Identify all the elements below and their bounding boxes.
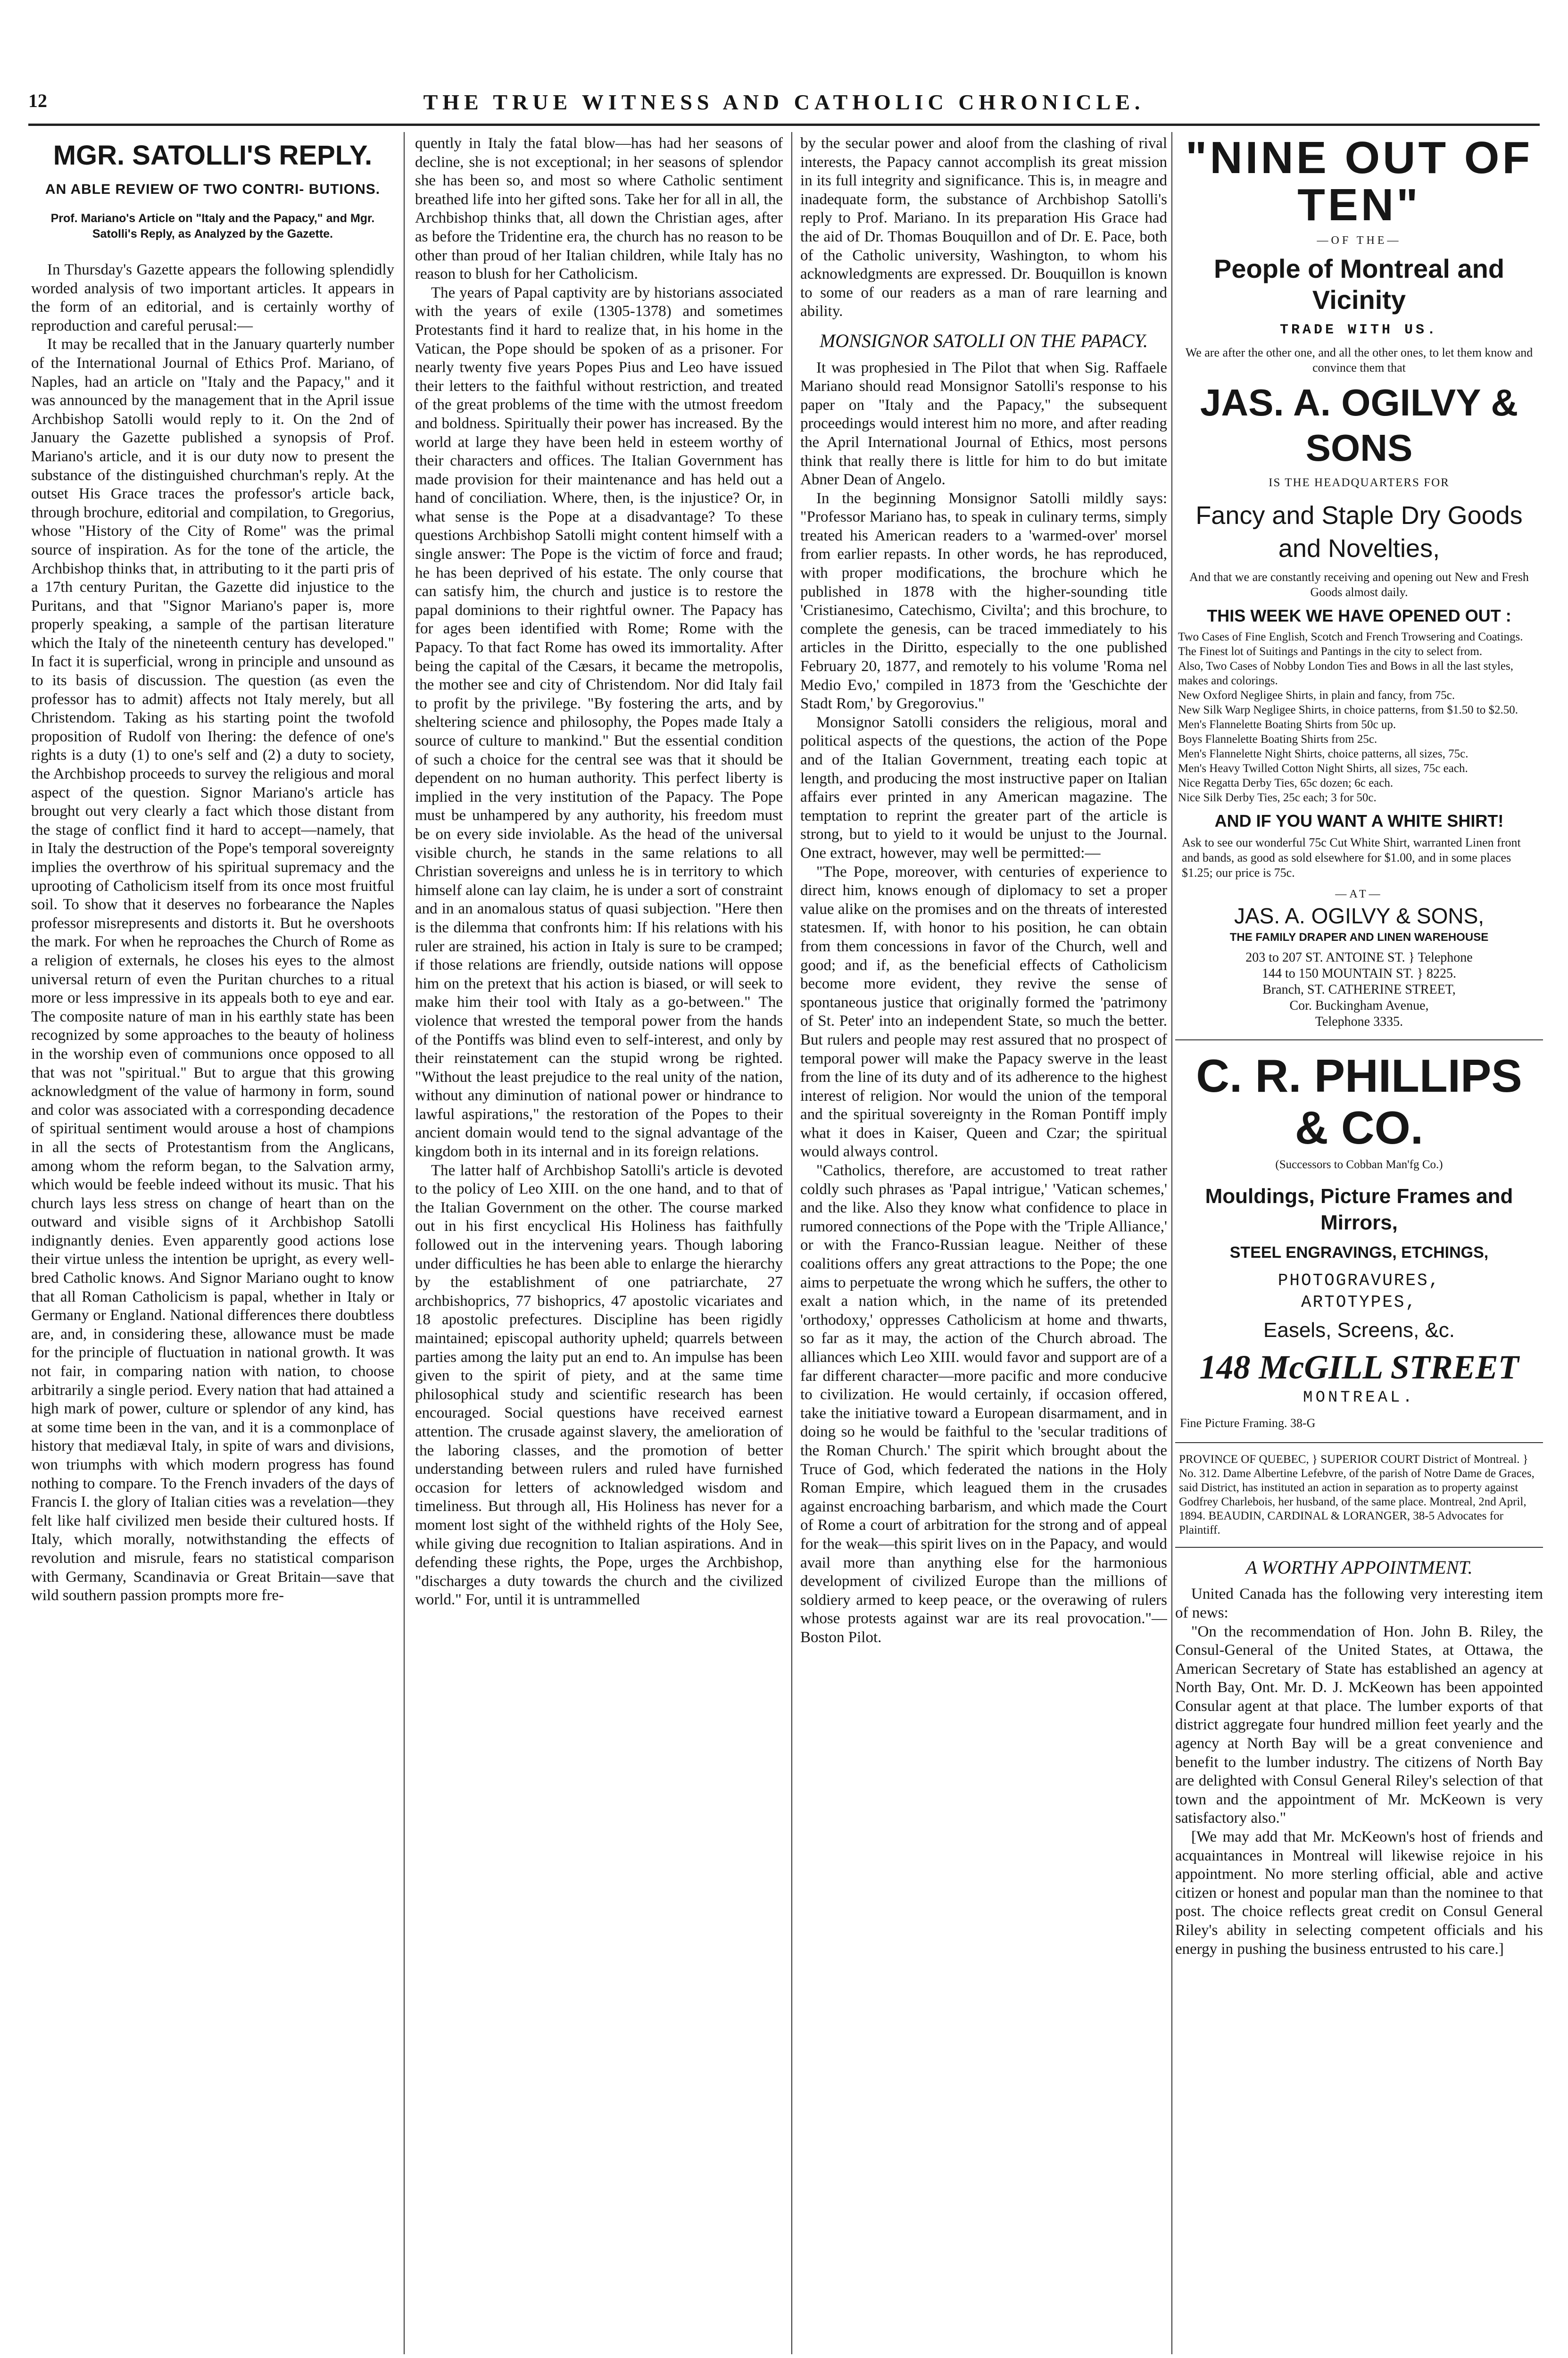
ad-text: IS THE HEADQUARTERS FOR bbox=[1269, 476, 1450, 490]
column-divider bbox=[1171, 132, 1172, 2354]
ad-text: Easels, Screens, &c. bbox=[1263, 1318, 1455, 1342]
ad-list-item: Boys Flannelette Boating Shirts from 25c. bbox=[1178, 733, 1377, 746]
ad-text: PHOTOGRAVURES, bbox=[1278, 1270, 1441, 1290]
article-paragraph: In Thursday's Gazette appears the following splendidly worded analysis of two important articles. It appears in the form of an editorial, and is certainly worthy of reproduction and careful perusal:— bbox=[31, 261, 394, 334]
article-deck: Prof. Mariano's Article on "Italy and the Papacy," and Mgr. Satolli's Reply, as Analyzed by the Gazette. bbox=[50, 212, 375, 241]
ad-list-item: The Finest lot of Suitings and Pantings in the city to select from. bbox=[1178, 645, 1483, 658]
article-paragraph: "The Pope, moreover, with centuries of experience to direct him, knows enough of diplomacy to set a proper value alike on the promises and on the threats of interested statesmen. If, with honor to his position, he can obtain from them concessions in favor of the Church, well and good; and if, as the beneficial effects of Catholicism become more evident, they revive the sense of spontaneous justice that originally formed the 'patrimony of St. Peter' into an independent State, so much the better. But rulers and people may rest assured that no prospect of temporal power will make the Papacy swerve in the least from the line of its duty and of its adherence to the highest interest of religion. Nor would the union of the temporal and the spiritual sovereignty in the Roman Pontiff imply what it does in Kaiser, Queen and Czar; the spiritual would always control. bbox=[800, 863, 1167, 1161]
ad-text: —AT— bbox=[1335, 888, 1383, 900]
ad-list-item: Also, Two Cases of Nobby London Ties and Bows in all the last styles, makes and colorings. bbox=[1178, 660, 1513, 688]
ad-text: —OF THE— bbox=[1317, 234, 1402, 247]
article-paragraph: United Canada has the following very interesting item of news: bbox=[1175, 1586, 1543, 1621]
ad-text: TRADE WITH US. bbox=[1279, 322, 1439, 338]
ad-text: (Successors to Cobban Man'fg Co.) bbox=[1275, 1158, 1443, 1171]
page-header bbox=[28, 90, 1540, 127]
section-title: MONSIGNOR SATOLLI ON THE PAPACY. bbox=[819, 330, 1148, 351]
section-divider bbox=[1175, 1547, 1543, 1548]
column-1 bbox=[31, 134, 394, 2354]
ad-subheading: THIS WEEK WE HAVE OPENED OUT : bbox=[1207, 606, 1511, 625]
ad-firm-name: JAS. A. OGILVY & SONS bbox=[1200, 382, 1518, 469]
ad-heading: Fancy and Staple Dry Goods and Novelties, bbox=[1195, 501, 1523, 563]
ad-address: Branch, ST. CATHERINE STREET, bbox=[1262, 982, 1456, 997]
ad-text: THE FAMILY DRAPER AND LINEN WAREHOUSE bbox=[1229, 931, 1489, 944]
section-title: A WORTHY APPOINTMENT. bbox=[1245, 1556, 1473, 1578]
ad-list-item: New Oxford Negligee Shirts, in plain and fancy, from 75c. bbox=[1178, 689, 1455, 702]
ad-address: 144 to 150 MOUNTAIN ST. } 8225. bbox=[1261, 966, 1456, 981]
ad-list-item: Nice Regatta Derby Ties, 65c dozen; 6c each. bbox=[1178, 777, 1394, 790]
ad-firm-name: JAS. A. OGILVY & SONS, bbox=[1234, 903, 1485, 928]
article-paragraph: The latter half of Archbishop Satolli's article is devoted to the policy of Leo XIII. on the one hand, and to that of the Italian Government on the other. The course marked out in his first encyclical His Holiness has faithfully followed out in the intervening years. Though laboring under difficulties he has been able to enlarge the hierarchy by the establishment of one patriarchate, 27 archbishoprics, 77 bishoprics, 47 apostolic vicariates and 18 apostolic prefectures. Discipline has been rigidly maintained; episcopal authority upheld; quarrels between parties among the laity put an end to. An impulse has been given to the spirit of piety, and at the same time philosophical study and scientific research has been encouraged. Social questions have received earnest attention. The crusade against slavery, the amelioration of the laboring classes, and the promotion of better understanding between rulers and ruled have furnished occasion for letters of acknowledged wisdom and timeliness. But through all, His Holiness has never for a moment lost sight of the withheld rights of the Holy See, while giving due recognition to Italian aspirations. And in defending these rights, the Pope, urges the Archbishop, "discharges a duty towards the church and the civilized world." For, until it is untrammelled bbox=[415, 1162, 783, 1609]
header-rule bbox=[28, 124, 1540, 126]
ad-address: 203 to 207 ST. ANTOINE ST. } Telephone bbox=[1245, 950, 1473, 965]
section-divider bbox=[1175, 1039, 1543, 1040]
ad-phone: Telephone 3335. bbox=[1315, 1014, 1403, 1029]
phillips-advertisement bbox=[1175, 1050, 1543, 1433]
ad-list-item: Men's Flannelette Night Shirts, choice patterns, all sizes, 75c. bbox=[1178, 747, 1468, 761]
article-paragraph: It was prophesied in The Pilot that when Sig. Raffaele Mariano should read Monsignor Satolli's response to his paper on "Italy and the Papacy," the subsequent proceedings would interest him no more, and after reading the April International Journal of Ethics, most persons think that really there is little for him to do but imitate Abner Dean of Angelo. bbox=[800, 359, 1167, 489]
ad-item-list bbox=[1178, 630, 1540, 805]
article-paragraph: [We may add that Mr. McKeown's host of friends and acquaintances in Montreal will likewise rejoice in his appointment. No more sterling official, able and active citizen or honest and popular man than the nominee to that post. The choice reflects great credit on Consul General Riley's ability in selecting competent officials and his energy in pushing the business entrusted to his care.] bbox=[1175, 1828, 1543, 1958]
ad-text: And that we are constantly receiving and opening out New and Fresh Goods almost daily. bbox=[1189, 570, 1529, 599]
column-4 bbox=[1175, 134, 1543, 2354]
article-paragraph: Monsignor Satolli considers the religious, moral and political aspects of the questions, the action of the Pope and of the Italian Government, treating each topic at length, and producing the most instructive paper on Italian affairs ever printed in any American magazine. The temptation to reprint the greater part of the article is strong, but to yield to it would be unjust to the Journal. One extract, however, may well be permitted:— bbox=[800, 714, 1167, 862]
ad-list-item: Men's Heavy Twilled Cotton Night Shirts, all sizes, 75c each. bbox=[1178, 762, 1468, 775]
column-divider bbox=[791, 132, 792, 2354]
ad-list-item: New Silk Warp Negligee Shirts, in choice patterns, from $1.50 to $2.50. bbox=[1178, 704, 1518, 717]
ad-heading: People of Montreal and Vicinity bbox=[1213, 253, 1505, 315]
ad-subheading: AND IF YOU WANT A WHITE SHIRT! bbox=[1214, 811, 1504, 831]
article-headline: MGR. SATOLLI'S REPLY. bbox=[53, 140, 373, 171]
ad-heading: Mouldings, Picture Frames and Mirrors, bbox=[1205, 1185, 1513, 1235]
ad-address: 148 McGILL STREET bbox=[1199, 1348, 1519, 1386]
ad-firm-name: C. R. PHILLIPS & CO. bbox=[1196, 1049, 1522, 1154]
ad-text: ARTOTYPES, bbox=[1301, 1292, 1418, 1312]
ad-city: MONTREAL. bbox=[1303, 1388, 1415, 1407]
article-paragraph: In the beginning Monsignor Satolli mildly says: "Professor Mariano has, to speak in culinary terms, simply treated his American readers to a 'warmed-over' morsel from earlier repasts. In other words, he has reproduced, with proper modifications, the brochure which he published in 1878 with the higher-sounding title 'Cristianesimo, Catechismo, Civilta'; and this brochure, to complete the genesis, can be traced immediately to his articles in the Diritto, especially to the one published February 20, 1877, and remotely to his volume 'Roma nel Medio Evo,' compiled in 1873 from the 'Geschichte der Stadt Rom,' by Gregorovius." bbox=[800, 490, 1167, 713]
article-paragraph: It may be recalled that in the January quarterly number of the International Journal of Ethics Prof. Mariano, of Naples, had an article on "Italy and the Papacy," and it was announced by the management that in the April issue Archbishop Satolli would reply to it. On the 2nd of January the Gazette published a synopsis of Prof. Mariano's article, and it is our duty now to present the substance of the distinguished churchman's reply. At the outset His Grace traces the professor's article back, through brochure, editorial and compilation, to Gregorius, whose "History of the City of Rome" was the primal source of inspiration. As for the tone of the article, the Archbishop thinks that, in attributing to it the parti pris of a 17th century Puritan, the Gazette did injustice to the Puritans, and that "Signor Mariano's paper is, more properly speaking, a sample of the partisan literature which the Italy of the nineteenth century has developed." In fact it is superficial, wrong in principle and unsound as to its basis of discussion. The question (as even the professor has to admit) affects not Italy merely, but all Christendom. Taking as his starting point the twofold proposition of Rudolf von Ihering: the defence of one's rights is a duty (1) to one's self and (2) a duty to society, the Archbishop proceeds to survey the religious and moral aspect of the question. Signor Mariano's article has brought out very clearly a fact which those distant from the stage of conflict find it hard to accept—namely, that in Italy the destruction of the Pope's temporal sovereignty implies the overthrow of his spiritual supremacy and the uprooting of Catholicism itself from its once most fruitful soil. To show that it deserves no forbearance the Naples professor misrepresents and distorts it. But he overshoots the mark. For when he reproaches the Church of Rome as a religion of externals, he closes his eyes to the almost universal return of even the Puritan churches to a ritual more or less impressive in its appeals both to eye and ear. The composite nature of man in his earthly state has been recognized by some approaches to the beauty of holiness in the worship even of communions once opposed to all that was not "spiritual." But to argue that this growing acknowledgment of the value of harmony in form, sound and color was associated with a corresponding decadence of spiritual sentiment would arouse a host of champions in all the sects of Protestantism from the Anglicans, among whom the reform began, to the Salvation army, which would be feeble indeed without its music. That his church lays less stress on change of heart than on the outward and visible signs of it Archbishop Satolli indignantly denies. Even apparently good actions lose their virtue unless the intention be upright, as every well-bred Catholic knows. And Signor Mariano ought to know that all Roman Catholicism is papal, whether in Italy or Germany or England. National differences there doubtless are, and, in considering these, allowance must be made for the principle of fluctuation in national growth. It was not fair, in comparing nation with nation, to choose arbitrarily a single period. Every nation that had attained a high mark of power, culture or splendor of any kind, has at some time been in the van, and it is a commonplace of history that mediæval Italy, in spite of wars and divisions, won triumphs with which modern progress has found nothing to compare. To the French invaders of the days of Francis I. the glory of Italian cities was a revelation—they felt like half civilized men beside their cultured hosts. If Italy, which morally, notwithstanding the effects of revolution and misrule, fears no statistical comparison with Germany, Scandinavia or Great Britain—save that wild southern passion prompts more fre- bbox=[31, 336, 394, 1604]
section-divider bbox=[1175, 1442, 1543, 1443]
article-paragraph: quently in Italy the fatal blow—has had her seasons of decline, she is not exceptional; in her seasons of splendor she has been so, and most so where Catholic sentiment breathed life into her gifted sons. Take her for all in all, the Archbishop thinks that, all down the Christian ages, after as before the Tridentine era, the church has no reason to be other than proud of her Italian children, while Italy has no reason to blush for her Catholicism. bbox=[415, 135, 783, 283]
article-paragraph: "Catholics, therefore, are accustomed to treat rather coldly such phrases as 'Papal intrigue,' 'Vatican schemes,' and the like. Also they know what confidence to place in rumored connections of the Pope with the 'Triple Alliance,' or with the Franco-Russian league. Neither of these coalitions offers any great attractions to the Pope; the one aims to perpetuate the wrong which he suffers, the other to exalt a nation which, in the name of its pretended 'orthodoxy,' oppresses Catholicism at home and thwarts, so far as it may, the action of the Church abroad. The alliances which Leo XIII. would favor and support are of a far different character—more pacific and more conducive to civilization. He would certainly, if occasion offered, take the initiative toward a European disarmament, and in doing so he would be faithful to the 'secular traditions of the Roman Church.' The spirit which brought about the Truce of God, which federated the nations in the Holy Roman Empire, which leagued them in the crusades against encroaching barbarism, and which made the Court of Rome a court of arbitration for the strong and of appeal for the weak—this spirit lives on in the Papacy, and would avail more than anything else for the harmonious development of civilized Europe than the millions of soldiery armed to keep peace, or the overawing of rulers whose protests against war are its real provocation."—Boston Pilot. bbox=[800, 1162, 1167, 1646]
ad-headline: "NINE OUT OF TEN" bbox=[1185, 134, 1533, 230]
ad-text: We are after the other one, and all the other ones, to let them know and convince them that bbox=[1185, 346, 1533, 375]
ad-list-item: Men's Flannelette Boating Shirts from 50c up. bbox=[1178, 718, 1396, 731]
ad-list-item: Two Cases of Fine English, Scotch and French Trowsering and Coatings. bbox=[1178, 631, 1523, 644]
ad-text: STEEL ENGRAVINGS, ETCHINGS, bbox=[1229, 1244, 1489, 1262]
page-number: 12 bbox=[28, 90, 47, 111]
article-paragraph: by the secular power and aloof from the clashing of rival interests, the Papacy cannot accomplish its great mission in its full integrity and significance. This is, in meagre and inadequate form, the substance of Archbishop Satolli's reply to Prof. Mariano. In its preparation His Grace had the aid of Dr. Thomas Bouquillon and of Dr. E. Pace, both of the Catholic university, Washington, to whom his acknowledgments are expressed. Dr. Bouquillon is known to some of our readers as a man of rare learning and ability. bbox=[800, 135, 1167, 320]
article-paragraph: The years of Papal captivity are by historians associated with the years of exile (1305-1378) and sometimes Protestants find it hard to realize that, in his home in the Vatican, the Pope should be spoken of as a prisoner. For nearly twenty five years Popes Pius and Leo have issued their letters to the faithful without restriction, and treated of the great problems of the time with the utmost freedom and boldness. Spiritually their power has increased. By the world at large they have been held in esteem worthy of their characters and offices. The Italian Government has made provision for their maintenance and has held out a hand of conciliation. Where, then, is the injustice? Or, in what sense is the Pope at a disadvantage? To these questions Archbishop Satolli might content himself with a single answer: The Pope is the victim of force and fraud; he has been deprived of his estate. The only course that can satisfy him, the church and justice is to restore the papal dominions to their rightful owner. The Papacy has for ages been identified with Rome; Rome with the Papacy. To that fact Rome has owed its immortality. After being the capital of the Cæsars, it became the metropolis, the mother see and city of Christendom. Nor did Italy fail to profit by the privilege. "By fostering the arts, and by sheltering science and philosophy, the Popes made Italy a source of culture to mankind." But the essential condition of such a choice for the central see was that it should be dependent on no human authority. This perfect liberty is implied in the very institution of the Papacy. The Pope must be unhampered by any authority, his freedom must be on every side inviolable. As the head of the universal visible church, he stands in the same relations to all Christian sovereigns and unless he is in territory to which himself alone can lay claim, he is under a sort of constraint and in an anomalous status of quasi subjection. "Here then is the dilemma that confronts him: If his relations with his ruler are strained, his action in Italy is sure to be cramped; if those relations are friendly, outside nations will oppose him on the pretext that his action is biased, or will seek to make him their tool with Italy as a go-between." The violence that wrested the temporal power from the hands of the Pontiffs was blind even to self-interest, and only by their reinstatement can the stupid wrong be righted. "Without the least prejudice to the real unity of the nation, without any diminution of national power or hindrance to lawful aspirations," the restoration of the Popes to their ancient domain would tend to the signal advantage of the kingdom both in its internal and in its foreign relations. bbox=[415, 284, 783, 1161]
column-3 bbox=[800, 134, 1167, 2354]
ad-list-item: Nice Silk Derby Ties, 25c each; 3 for 50c. bbox=[1178, 791, 1377, 805]
ad-text: Ask to see our wonderful 75c Cut White Shirt, warranted Linen front and bands, as good as sold elsewhere for $1.00, and in some places $1.25; our price is 75c. bbox=[1182, 835, 1521, 880]
column-2 bbox=[415, 134, 783, 2354]
ad-text: Fine Picture Framing. 38-G bbox=[1180, 1416, 1316, 1430]
ogilvy-advertisement bbox=[1175, 134, 1543, 1030]
newspaper-title: THE TRUE WITNESS AND CATHOLIC CHRONICLE. bbox=[423, 90, 1145, 114]
article-paragraph: "On the recommendation of Hon. John B. Riley, the Consul-General of the United States, at Ottawa, the American Secretary of State has established an agency at North Bay, Ont. Mr. D. J. McKeown has been appointed Consular agent at that place. The lumber exports of that district aggregate four hundred million feet yearly and the agency at North Bay will be a great convenience and benefit to the lumber industry. The citizens of North Bay are delighted with Consul General Riley's selection of that town and the appointment of Mr. McKeown is very satisfactory also." bbox=[1175, 1623, 1543, 1827]
article-subhead: AN ABLE REVIEW OF TWO CONTRI- BUTIONS. bbox=[45, 182, 381, 197]
ad-address: Cor. Buckingham Avenue, bbox=[1289, 998, 1429, 1013]
legal-notice: PROVINCE OF QUEBEC, } SUPERIOR COURT District of Montreal. } No. 312. Dame Albertine Lefebvre, of the parish of Notre Dame de Graces, said District, has instituted an action in separation as to property against Godfrey Charlebois, her husband, of the same place. Montreal, 2nd April, 1894. BEAUDIN, CARDINAL & LORANGER, 38-5 Advocates for Plaintiff. bbox=[1179, 1453, 1535, 1536]
column-divider bbox=[404, 132, 405, 2354]
